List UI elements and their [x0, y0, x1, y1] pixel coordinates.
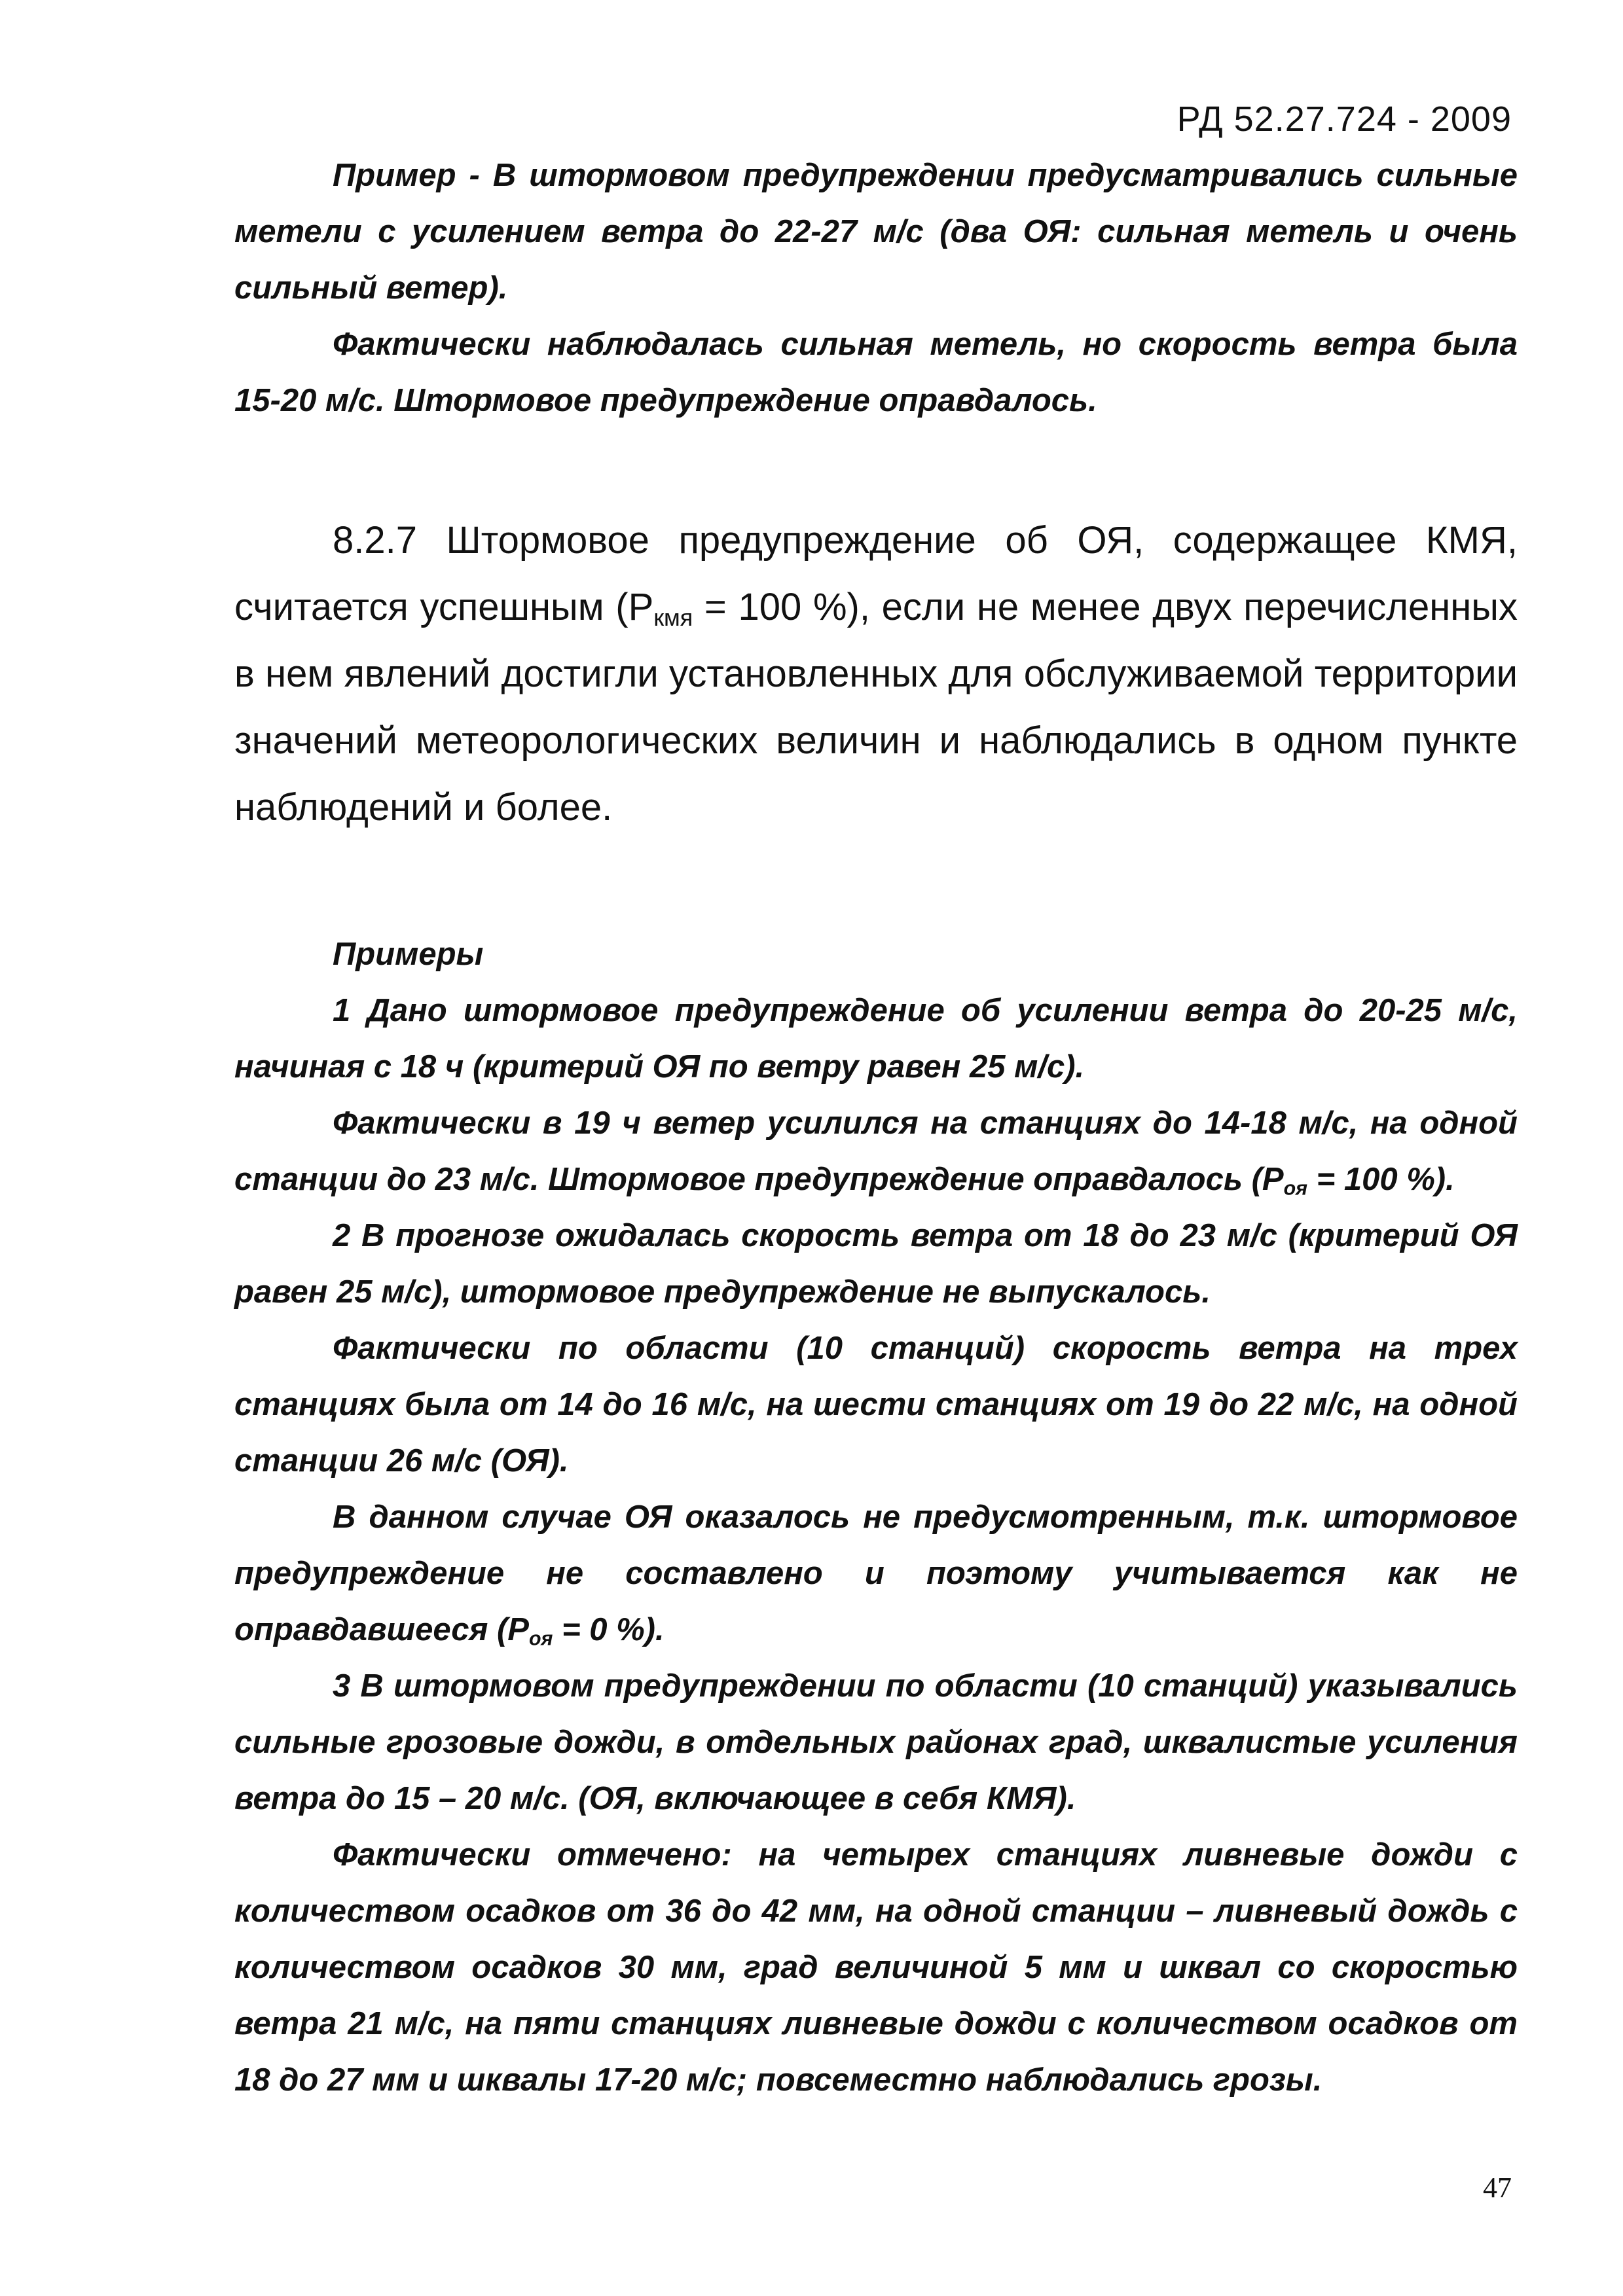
- example-2-conclusion-start: В данном случае ОЯ оказалось не предусмотренным, т.к. штормовое предупреждение не составлено и поэтому учитывается как не оправдавшееся (Р: [234, 1499, 1518, 1647]
- example-2-conclusion-paragraph: [234, 1489, 1518, 1658]
- document-code: РД 52.27.724 - 2009: [1176, 99, 1512, 139]
- example-paragraph: Пример - В штормовом предупреждении предусматривались сильные метели с усилением ветра до 22-27 м/с (два ОЯ: сильная метель и очень сильный ветер).: [234, 158, 1518, 306]
- section-text-end: = 100 %), если не менее двух перечисленных в нем явлений достигли установленных для обслуживаемой территории значений метеорологических величин и наблюдались в одном пункте наблюдений и более.: [234, 586, 1518, 829]
- spacer: [234, 429, 1518, 507]
- page-number: 47: [1483, 2172, 1512, 2204]
- spacer: [234, 841, 1518, 926]
- example-2-conclusion-end: = 0 %).: [553, 1612, 665, 1647]
- examples-heading: Примеры: [333, 937, 484, 972]
- section-8-2-7-paragraph: [234, 507, 1518, 841]
- example-1-paragraph: 1 Дано штормовое предупреждение об усилении ветра до 20-25 м/с, начиная с 18 ч (критерий ОЯ по ветру равен 25 м/с).: [234, 993, 1518, 1085]
- subscript-kmya: кмя: [653, 603, 693, 631]
- example-fact-paragraph: Фактически наблюдалась сильная метель, но скорость ветра была 15-20 м/с. Штормовое предупреждение оправдалось.: [234, 327, 1518, 418]
- example-1-fact-paragraph: [234, 1095, 1518, 1208]
- example-2-paragraph: 2 В прогнозе ожидалась скорость ветра от 18 до 23 м/с (критерий ОЯ равен 25 м/с), штормовое предупреждение не выпускалось.: [234, 1218, 1518, 1310]
- example-3-fact-paragraph: Фактически отмечено: на четырех станциях ливневые дожди с количеством осадков от 36 до 42 мм, на одной станции – ливневый дождь с количеством осадков 30 мм, град величиной 5 мм и шквал со скоростью ветра 21 м/с, на пяти станциях ливневые дожди с количеством осадков от 18 до 27 мм и шквалы 17-20 м/с; повсеместно наблюдались грозы.: [234, 1837, 1518, 2098]
- example-2-fact-paragraph: Фактически по области (10 станций) скорость ветра на трех станциях была от 14 до 16 м/с, на шести станциях от 19 до 22 м/с, на одной станции 26 м/с (ОЯ).: [234, 1331, 1518, 1479]
- page-content: [234, 147, 1518, 2108]
- subscript-oya: оя: [528, 1627, 553, 1650]
- subscript-oya: оя: [1283, 1177, 1308, 1200]
- example-1-fact-start: Фактически в 19 ч ветер усилился на станциях до 14-18 м/с, на одной станции до 23 м/с. Штормовое предупреждение оправдалось (Р: [234, 1105, 1518, 1197]
- section-text-start: 8.2.7 Штормовое предупреждение об ОЯ, содержащее КМЯ, считается успешным (Р: [234, 519, 1518, 628]
- example-3-paragraph: 3 В штормовом предупреждении по области (10 станций) указывались сильные грозовые дожди, в отдельных районах град, шквалистые усиления ветра до 15 – 20 м/с. (ОЯ, включающее в себя КМЯ).: [234, 1668, 1518, 1816]
- example-1-fact-end: = 100 %).: [1307, 1162, 1455, 1197]
